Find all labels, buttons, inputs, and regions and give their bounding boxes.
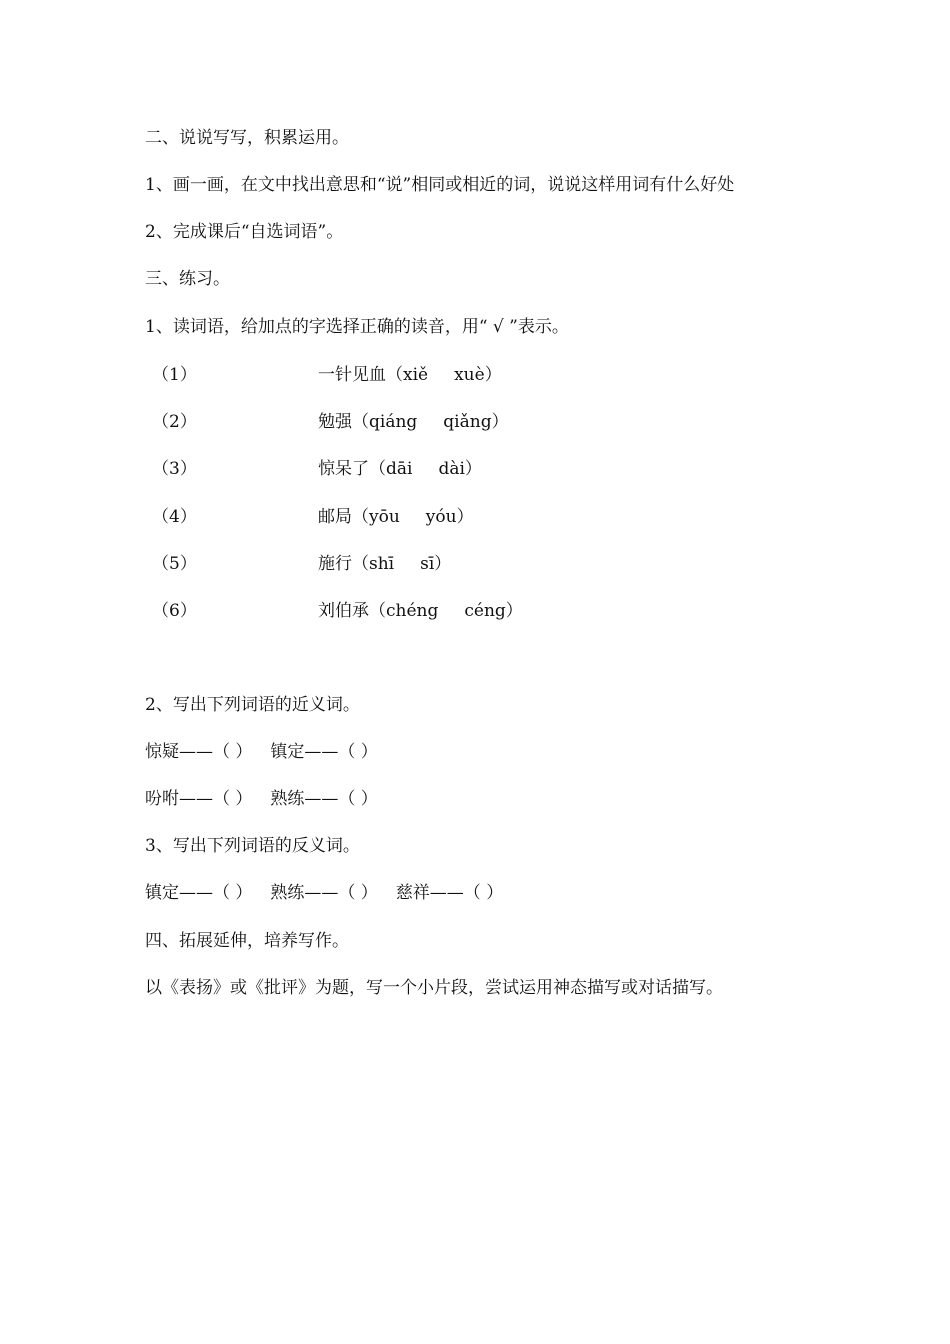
synonym-row-1: [145, 740, 378, 764]
item-option-b: xuè）: [454, 365, 502, 385]
item-option-a: 勉强（qiáng: [318, 412, 418, 432]
item-option-a: 刘伯承（chéng: [318, 601, 439, 621]
item-option-b: qiǎng）: [443, 412, 509, 432]
antonym-row-1: [145, 881, 503, 905]
item-option-b: sī）: [420, 554, 452, 574]
synonym-blank: 熟练——（ ）: [270, 789, 378, 809]
section3-question-2: 2、写出下列词语的近义词。: [145, 695, 360, 715]
section3-title: 三、练习。: [145, 269, 230, 289]
item-number-5: （5）: [152, 554, 197, 574]
section2-question-2: 2、完成课后“自选词语”。: [145, 222, 344, 242]
item-number-3: （3）: [152, 459, 197, 479]
synonym-blank: 镇定——（ ）: [270, 742, 378, 762]
antonym-blank: 熟练——（ ）: [270, 883, 378, 903]
section4-title: 四、拓展延伸，培养写作。: [145, 931, 349, 951]
item-number-4: （4）: [152, 507, 197, 527]
section3-question-1: 1、读词语，给加点的字选择正确的读音，用“ √ ”表示。: [145, 317, 569, 337]
antonym-blank: 镇定——（ ）: [145, 883, 253, 903]
item-option-a: 施行（shī: [318, 554, 395, 574]
section3-question-3: 3、写出下列词语的反义词。: [145, 836, 360, 856]
item-option-a: 邮局（yōu: [318, 507, 400, 527]
item-option-a: 一针见血（xiě: [318, 365, 429, 385]
item-word-6: [318, 599, 523, 623]
item-number-6: （6）: [152, 601, 197, 621]
synonym-row-2: [145, 787, 378, 811]
section4-task: 以《表扬》或《批评》为题，写一个小片段，尝试运用神态描写或对话描写。: [145, 978, 723, 998]
item-number-2: （2）: [152, 412, 197, 432]
item-option-b: céng）: [464, 601, 523, 621]
section2-title: 二、说说写写，积累运用。: [145, 128, 349, 148]
synonym-blank: 惊疑——（ ）: [145, 742, 253, 762]
item-option-a: 惊呆了（dāi: [318, 459, 413, 479]
item-word-2: [318, 410, 509, 434]
antonym-blank: 慈祥——（ ）: [395, 883, 504, 903]
item-word-3: [318, 457, 482, 481]
item-number-1: （1）: [152, 365, 197, 385]
item-option-b: yóu）: [425, 507, 474, 527]
item-word-5: [318, 552, 451, 576]
item-word-4: [318, 505, 474, 529]
item-word-1: [318, 363, 502, 387]
section2-question-1: 1、画一画，在文中找出意思和“说”相同或相近的词，说说这样用词有什么好处: [145, 175, 735, 195]
synonym-blank: 吩咐——（ ）: [145, 789, 253, 809]
item-option-b: dài）: [438, 459, 482, 479]
